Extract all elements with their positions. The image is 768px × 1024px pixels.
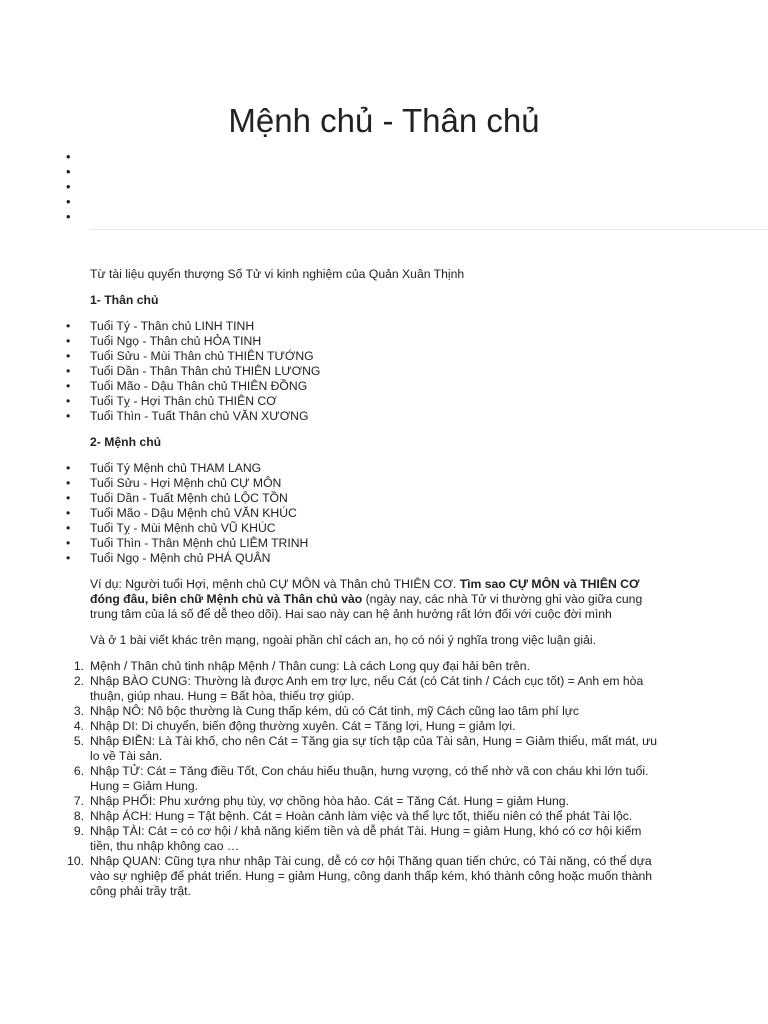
list-item-text: Nhập BÀO CUNG: Thường là được Anh em trợ lực, nếu Cát (có Cát tinh / Cách cục tốt) = Anh em hòa thuận, giúp nhau. Hung = Bất hòa, thiếu trợ giúp. bbox=[90, 674, 644, 703]
list-item: • Tuổi Tý Mệnh chủ THAM LANG bbox=[90, 461, 660, 476]
meaning-list bbox=[67, 659, 660, 899]
list-number: 5. bbox=[73, 734, 84, 748]
list-item-text: Nhập QUAN: Cũng tựa như nhập Tài cung, dễ có cơ hội Thăng quan tiến chức, có Tài năng, có thể dựa vào sự nghiệp để phát triển. Hung = giảm Hung, công danh thấp kém, khó thành công hoặc muốn thành công phải trầy trật. bbox=[90, 854, 653, 898]
list-item-text: Nhập NÔ: Nô bộc thường là Cung thấp kém, dù có Cát tinh, mỹ Cách cũng lao tâm phí lực bbox=[90, 704, 580, 718]
article-body bbox=[67, 263, 660, 899]
list-number: 3. bbox=[73, 704, 84, 718]
list-item: • Tuổi Sửu - Mùi Thân chủ THIÊN TƯỚNG bbox=[90, 349, 660, 364]
list-item: • Tuổi Dần - Thân Thân chủ THIÊN LƯƠNG bbox=[90, 364, 660, 379]
list-item bbox=[73, 674, 660, 704]
note-paragraph: Và ở 1 bài viết khác trên mạng, ngoài phần chỉ cách an, họ có nói ý nghĩa trong việc luận giải. bbox=[90, 633, 596, 647]
list-item: • Tuổi Ngọ - Thân chủ HỎA TINH bbox=[90, 334, 660, 349]
divider bbox=[90, 229, 768, 230]
than-chu-list bbox=[90, 319, 660, 424]
list-item bbox=[73, 824, 660, 854]
list-item: • Tuổi Tỵ - Mùi Mệnh chủ VŨ KHÚC bbox=[90, 521, 660, 536]
list-item: • Tuổi Tý - Thân chủ LINH TINH bbox=[90, 319, 660, 334]
intro-paragraph: Từ tài liệu quyển thượng Số Tử vi kinh nghiệm của Quản Xuân Thịnh bbox=[90, 267, 465, 281]
list-number: 9. bbox=[73, 824, 84, 838]
list-item bbox=[73, 809, 660, 824]
list-item-text: Nhập PHỐI: Phu xướng phụ tùy, vợ chồng hòa hảo. Cát = Tăng Cát. Hung = giảm Hung. bbox=[90, 794, 569, 808]
list-item: • Tuổi Tỵ - Hợi Thân chủ THIÊN CƠ bbox=[90, 394, 660, 409]
list-item bbox=[67, 854, 660, 899]
section-heading-menh-chu: 2- Mệnh chủ bbox=[90, 435, 162, 449]
list-item: • Tuổi Dần - Tuất Mệnh chủ LỘC TỒN bbox=[90, 491, 660, 506]
list-item-text: Nhập ĐIỀN: Là Tài khố, cho nên Cát = Tăng gia sự tích tập của Tài sản, Hung = Giảm thiểu, mất mát, ưu lo về Tài sản. bbox=[90, 734, 658, 763]
list-number: 8. bbox=[73, 809, 84, 823]
list-number: 6. bbox=[73, 764, 84, 778]
list-number: 1. bbox=[73, 659, 84, 673]
list-item-text: Nhập TÀI: Cát = có cơ hội / khả năng kiếm tiền và dễ phát Tài. Hung = giảm Hung, khó có cơ hội kiếm tiền, thu nhập không cao … bbox=[90, 824, 642, 853]
list-item: • Tuổi Thìn - Thân Mệnh chủ LIÊM TRINH bbox=[90, 536, 660, 551]
list-item bbox=[73, 659, 660, 674]
list-item: • Tuổi Mão - Dậu Mệnh chủ VĂN KHÚC bbox=[90, 506, 660, 521]
example-bold-text: Tìm sao CỰ MÔN và THIÊN CƠ đóng đâu, biên chữ Mệnh chủ và Thân chủ vào bbox=[90, 577, 640, 606]
list-item bbox=[73, 719, 660, 734]
section-heading-than-chu: 1- Thân chủ bbox=[90, 293, 159, 307]
example-text-end: (ngày nay, các nhà Tử vi thường ghi vào giữa cung trung tâm của lá số để dễ theo dõi). Hai sao này can hệ ảnh hưởng rất lớn đối với cuộc đời mình bbox=[90, 592, 643, 621]
example-text-start: Ví dụ: Người tuổi Hợi, mệnh chủ CỰ MÔN và Thân chủ THIÊN CƠ. bbox=[90, 577, 460, 591]
page-title: Mệnh chủ - Thân chủ bbox=[228, 102, 540, 139]
list-item: • Tuổi Thìn - Tuất Thân chủ VĂN XƯƠNG bbox=[90, 409, 660, 424]
list-item-text: Nhập ÁCH: Hung = Tật bệnh. Cát = Hoàn cảnh làm việc và thể lực tốt, thiếu niên có thể phát Tài lộc. bbox=[90, 809, 633, 823]
list-item-text: Mệnh / Thân chủ tinh nhập Mệnh / Thân cung: Là cách Long quy đại hải bên trên. bbox=[90, 659, 530, 673]
list-number: 2. bbox=[73, 674, 84, 688]
list-item: • Tuổi Ngọ - Mệnh chủ PHÁ QUÂN bbox=[90, 551, 660, 566]
list-item: • Tuổi Mão - Dậu Thân chủ THIÊN ĐỒNG bbox=[90, 379, 660, 394]
list-item-text: Nhập TỬ: Cát = Tăng điều Tốt, Con cháu hiếu thuận, hưng vượng, có thể nhờ vã con cháu khi lớn tuổi. Hung = Giảm Hung. bbox=[90, 764, 649, 793]
list-item: • Tuổi Sửu - Hợi Mệnh chủ CỰ MÔN bbox=[90, 476, 660, 491]
list-number: 10. bbox=[67, 854, 84, 868]
menh-chu-list bbox=[90, 461, 660, 566]
list-number: 7. bbox=[73, 794, 84, 808]
list-item bbox=[73, 764, 660, 794]
list-item bbox=[73, 734, 660, 764]
list-number: 4. bbox=[73, 719, 84, 733]
list-item bbox=[73, 704, 660, 719]
list-item bbox=[73, 794, 660, 809]
list-item-text: Nhập DI: Di chuyển, biến động thường xuyên. Cát = Tăng lợi, Hung = giảm lợi. bbox=[90, 719, 516, 733]
example-paragraph bbox=[90, 577, 660, 622]
